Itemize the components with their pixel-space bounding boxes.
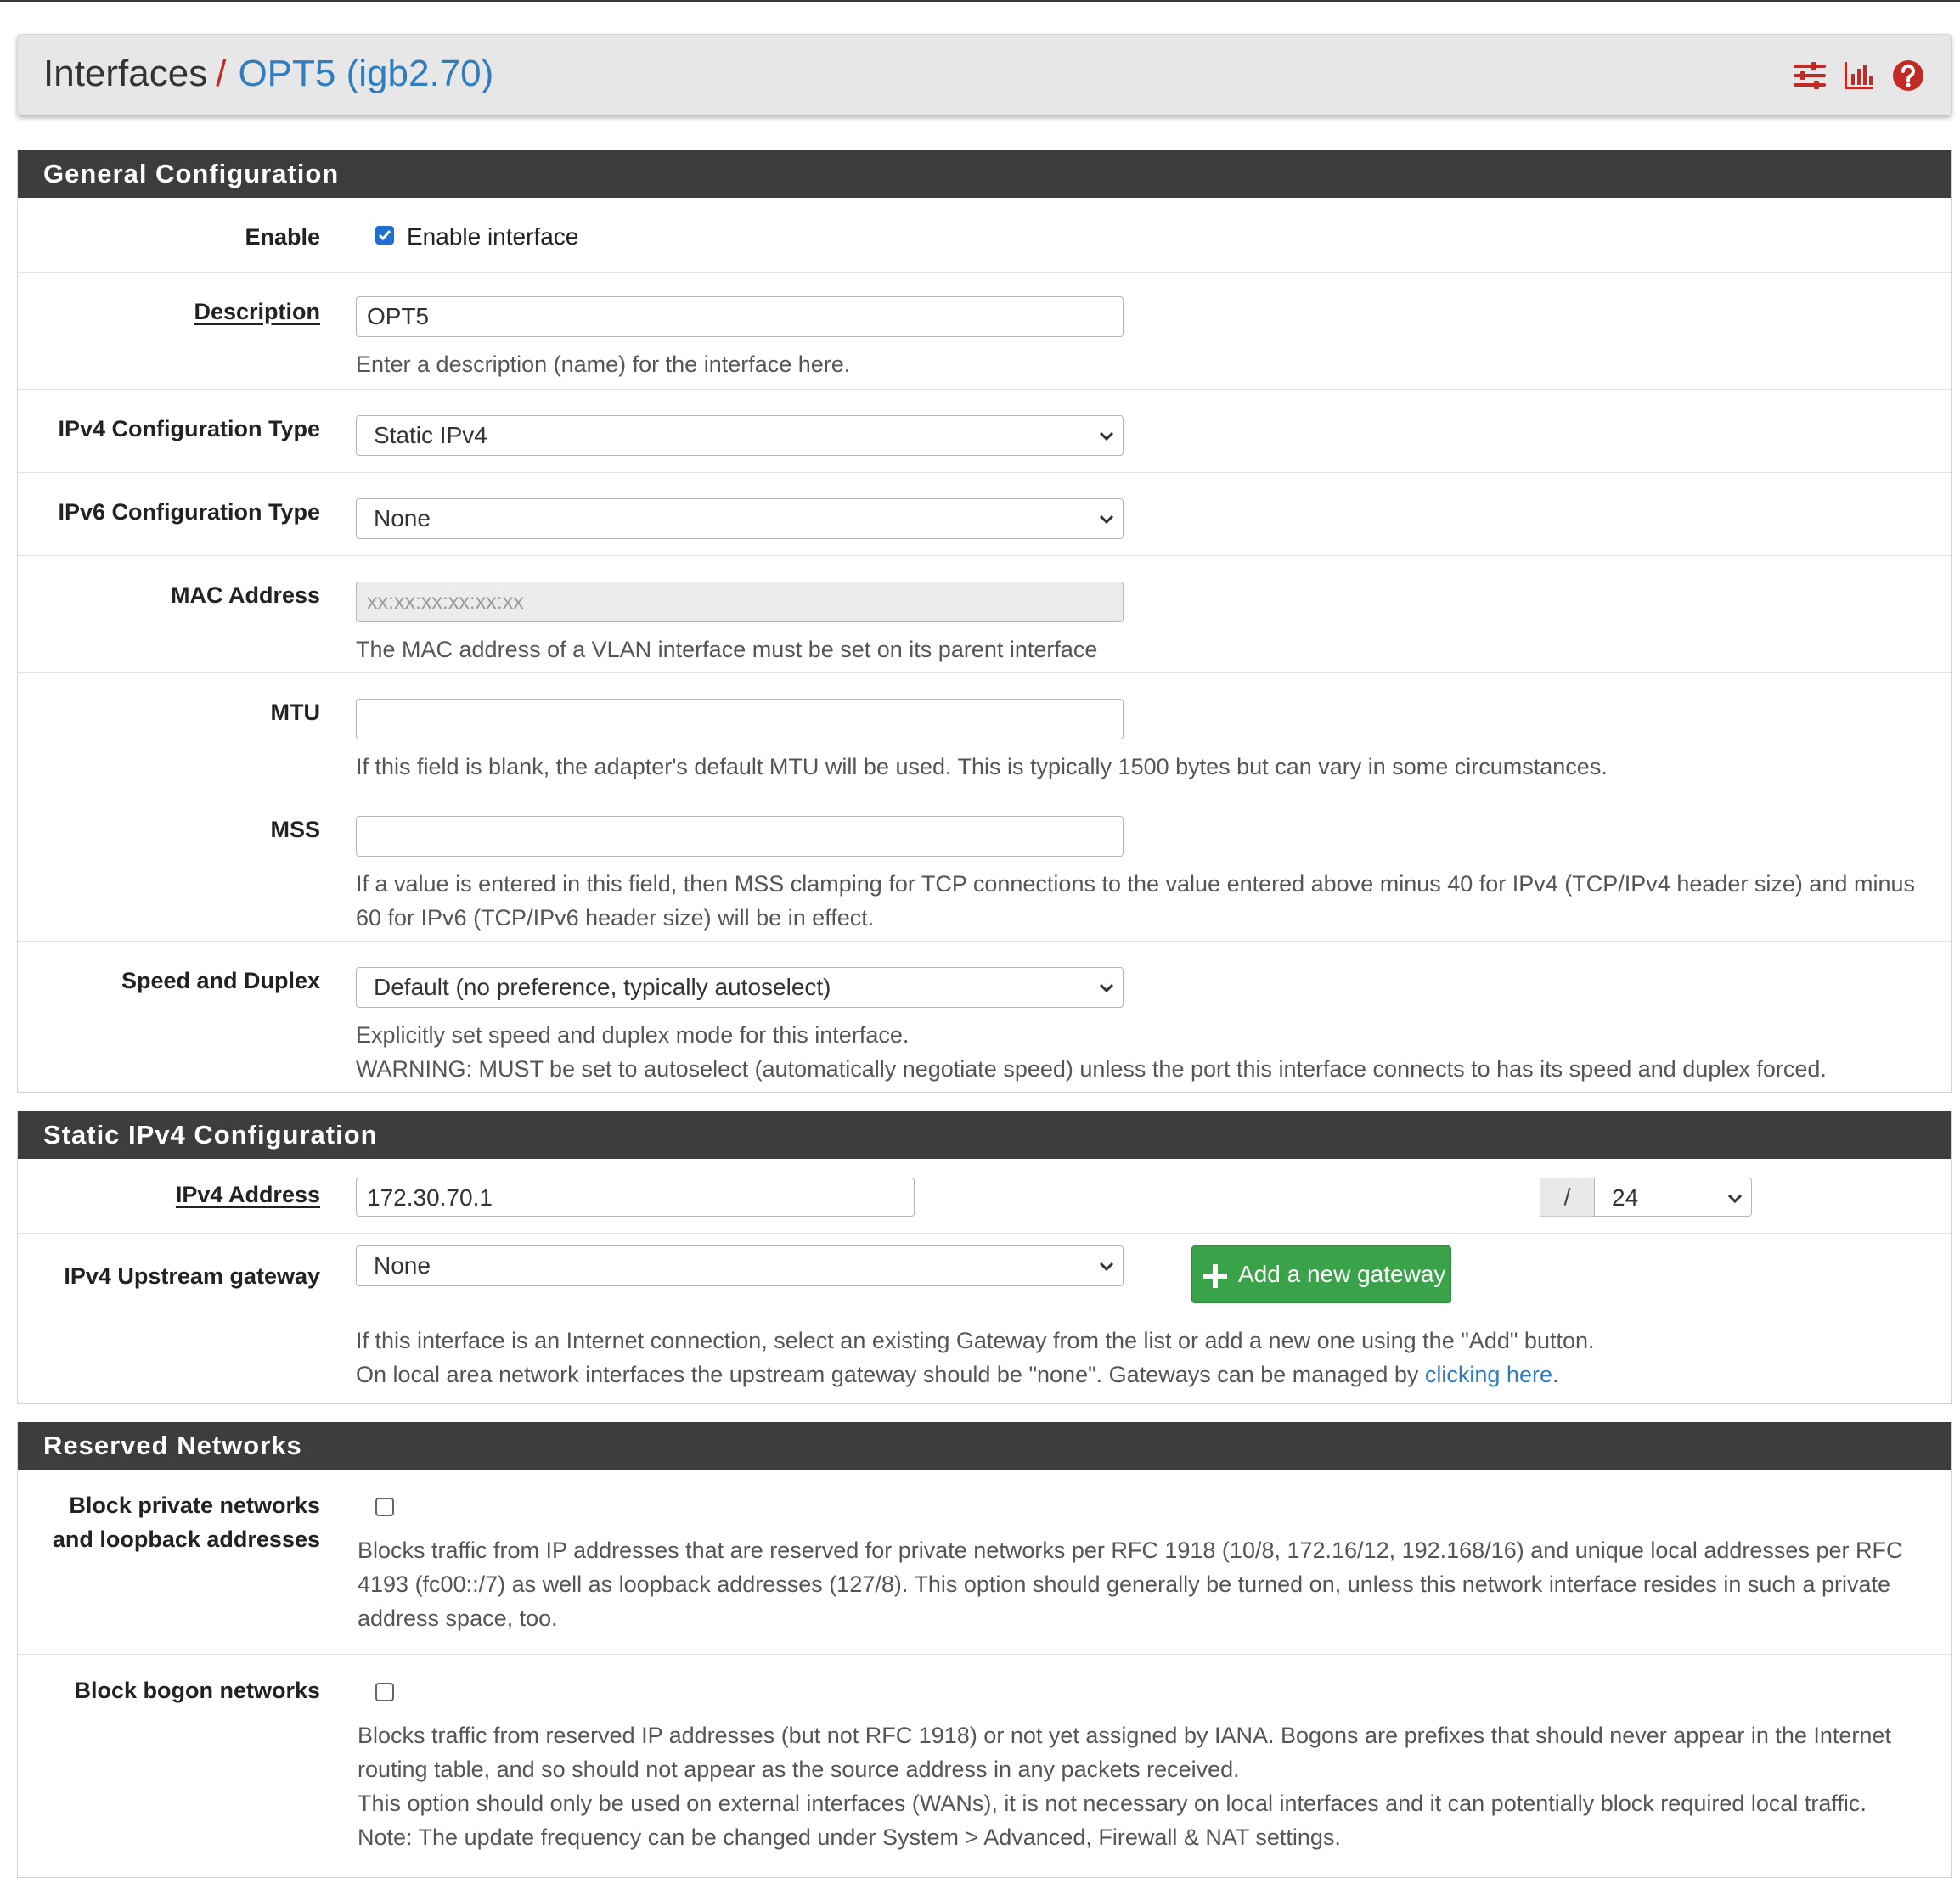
ipv4-type-select[interactable] (356, 415, 1124, 456)
block-private-help: Blocks traffic from IP addresses that are reserved for private networks per RFC 1918 (10/8, 172.16/12, 192.168/16) and unique local addresses per RFC 4193 (fc00::/7) as well as loopback addresses (127/8). This option should generally be turned on, unless this network interface resides in such a private address space, too. (358, 1538, 1903, 1631)
mac-input[interactable]: xx:xx:xx:xx:xx:xx (356, 582, 1124, 622)
block-bogon-help-3: Note: The update frequency can be changed under System > Advanced, Firewall & NAT settings. (358, 1825, 1341, 1850)
breadcrumb (43, 50, 493, 98)
mss-row (18, 790, 1951, 942)
mtu-label: MTU (270, 700, 320, 725)
chevron-down-icon (1726, 1189, 1744, 1207)
breadcrumb-bar (17, 34, 1952, 115)
bar-chart-icon[interactable] (1842, 59, 1876, 93)
ipv4-type-value: Static IPv4 (374, 422, 487, 448)
static-ipv4-panel (17, 1111, 1952, 1404)
speed-duplex-help: Explicitly set speed and duplex mode for this interface. (356, 1022, 910, 1048)
header-icons (1793, 59, 1925, 93)
enable-label: Enable (245, 224, 320, 250)
gateway-help-2 (356, 1358, 1559, 1392)
plus-icon (1202, 1263, 1228, 1289)
block-bogon-help-2: This option should only be used on external interfaces (WANs), it is not necessary on local interfaces and it can potentially block required local traffic. (358, 1791, 1867, 1816)
mac-help: The MAC address of a VLAN interface must be set on its parent interface (356, 637, 1098, 662)
block-bogon-row (18, 1655, 1951, 1875)
cidr-prefix-select[interactable] (1594, 1178, 1752, 1217)
enable-checkbox-label[interactable]: Enable interface (407, 223, 579, 250)
mtu-help: If this field is blank, the adapter's default MTU will be used. This is typically 1500 bytes but can vary in some circumstances. (356, 754, 1608, 779)
gateway-help-2-text: On local area network interfaces the upstream gateway should be "none". Gateways can be managed by (356, 1362, 1425, 1387)
block-private-label-line2: and loopback addresses (52, 1527, 320, 1552)
block-private-label-line1: Block private networks (69, 1493, 320, 1518)
block-bogon-help: Blocks traffic from reserved IP addresses (but not RFC 1918) or not yet assigned by IANA. Bogons are prefixes that should never appear in the Internet routing table, and so should not appear as the source address in any packets received. (358, 1723, 1891, 1782)
ipv4-type-label: IPv4 Configuration Type (58, 416, 320, 441)
ipv4-gateway-value: None (374, 1252, 431, 1279)
description-label[interactable]: Description (194, 299, 320, 324)
enable-checkbox[interactable] (375, 226, 394, 245)
ipv6-type-value: None (374, 505, 431, 531)
description-row (18, 273, 1951, 390)
mtu-row (18, 673, 1951, 790)
ipv4-address-input[interactable]: 172.30.70.1 (356, 1178, 915, 1217)
add-gateway-button[interactable] (1191, 1245, 1451, 1303)
ipv6-type-label: IPv6 Configuration Type (58, 499, 320, 525)
panel-title: General Configuration (18, 150, 1951, 198)
help-circle-icon[interactable] (1891, 59, 1925, 93)
chevron-down-icon (1097, 1257, 1116, 1275)
ipv4-gateway-select[interactable] (356, 1245, 1124, 1286)
gateway-help-2-suffix: . (1552, 1362, 1559, 1387)
mss-help: If a value is entered in this field, then MSS clamping for TCP connections to the value entered above minus 40 for IPv4 (TCP/IPv4 header size) and minus 60 for IPv6 (TCP/IPv6 header size) will be in effect. (356, 871, 1915, 931)
ipv6-type-select[interactable] (356, 498, 1124, 539)
speed-duplex-value: Default (no preference, typically autoselect) (374, 974, 831, 1000)
panel-title: Static IPv4 Configuration (18, 1111, 1951, 1159)
block-bogon-checkbox[interactable] (375, 1683, 394, 1701)
cidr-prefix-value: 24 (1612, 1184, 1639, 1211)
cidr-slash-addon: / (1540, 1178, 1594, 1217)
mss-label: MSS (270, 817, 320, 842)
block-private-checkbox[interactable] (375, 1498, 394, 1516)
speed-duplex-select[interactable] (356, 967, 1124, 1008)
chevron-down-icon (1097, 509, 1116, 528)
mss-input[interactable] (356, 816, 1124, 857)
speed-duplex-warning: WARNING: MUST be set to autoselect (automatically negotiate speed) unless the port this interface connects to has its speed and duplex forced. (356, 1056, 1827, 1082)
description-input[interactable]: OPT5 (356, 296, 1124, 337)
general-configuration-panel (17, 150, 1952, 1093)
checkmark-icon (378, 229, 391, 241)
breadcrumb-root[interactable]: Interfaces (43, 53, 208, 94)
ipv6-type-row (18, 473, 1951, 556)
chevron-down-icon (1097, 978, 1116, 997)
ipv4-gateway-label: IPv4 Upstream gateway (64, 1263, 320, 1289)
ipv4-address-label[interactable]: IPv4 Address (175, 1182, 320, 1207)
add-gateway-label: Add a new gateway (1238, 1261, 1446, 1287)
sliders-icon[interactable] (1793, 59, 1827, 93)
top-border (0, 0, 1960, 2)
mac-row (18, 556, 1951, 673)
panel-title: Reserved Networks (18, 1422, 1951, 1470)
block-bogon-label: Block bogon networks (74, 1678, 320, 1703)
chevron-down-icon (1097, 426, 1116, 445)
mtu-input[interactable] (356, 699, 1124, 739)
breadcrumb-current[interactable]: OPT5 (igb2.70) (238, 53, 494, 94)
reserved-networks-panel (17, 1422, 1952, 1878)
breadcrumb-separator: / (216, 53, 227, 94)
gateway-help-1: If this interface is an Internet connection, select an existing Gateway from the list or add a new one using the "Add" button. (356, 1328, 1595, 1353)
ipv4-type-row (18, 390, 1951, 473)
enable-row (18, 198, 1951, 273)
speed-duplex-row (18, 942, 1951, 1091)
ipv4-address-row (18, 1159, 1951, 1234)
mac-label: MAC Address (170, 582, 320, 608)
gateways-link[interactable]: clicking here (1424, 1362, 1552, 1387)
speed-duplex-label: Speed and Duplex (121, 968, 320, 993)
description-help: Enter a description (name) for the interface here. (356, 351, 851, 377)
ipv4-gateway-row (18, 1234, 1951, 1403)
block-private-row (18, 1470, 1951, 1655)
